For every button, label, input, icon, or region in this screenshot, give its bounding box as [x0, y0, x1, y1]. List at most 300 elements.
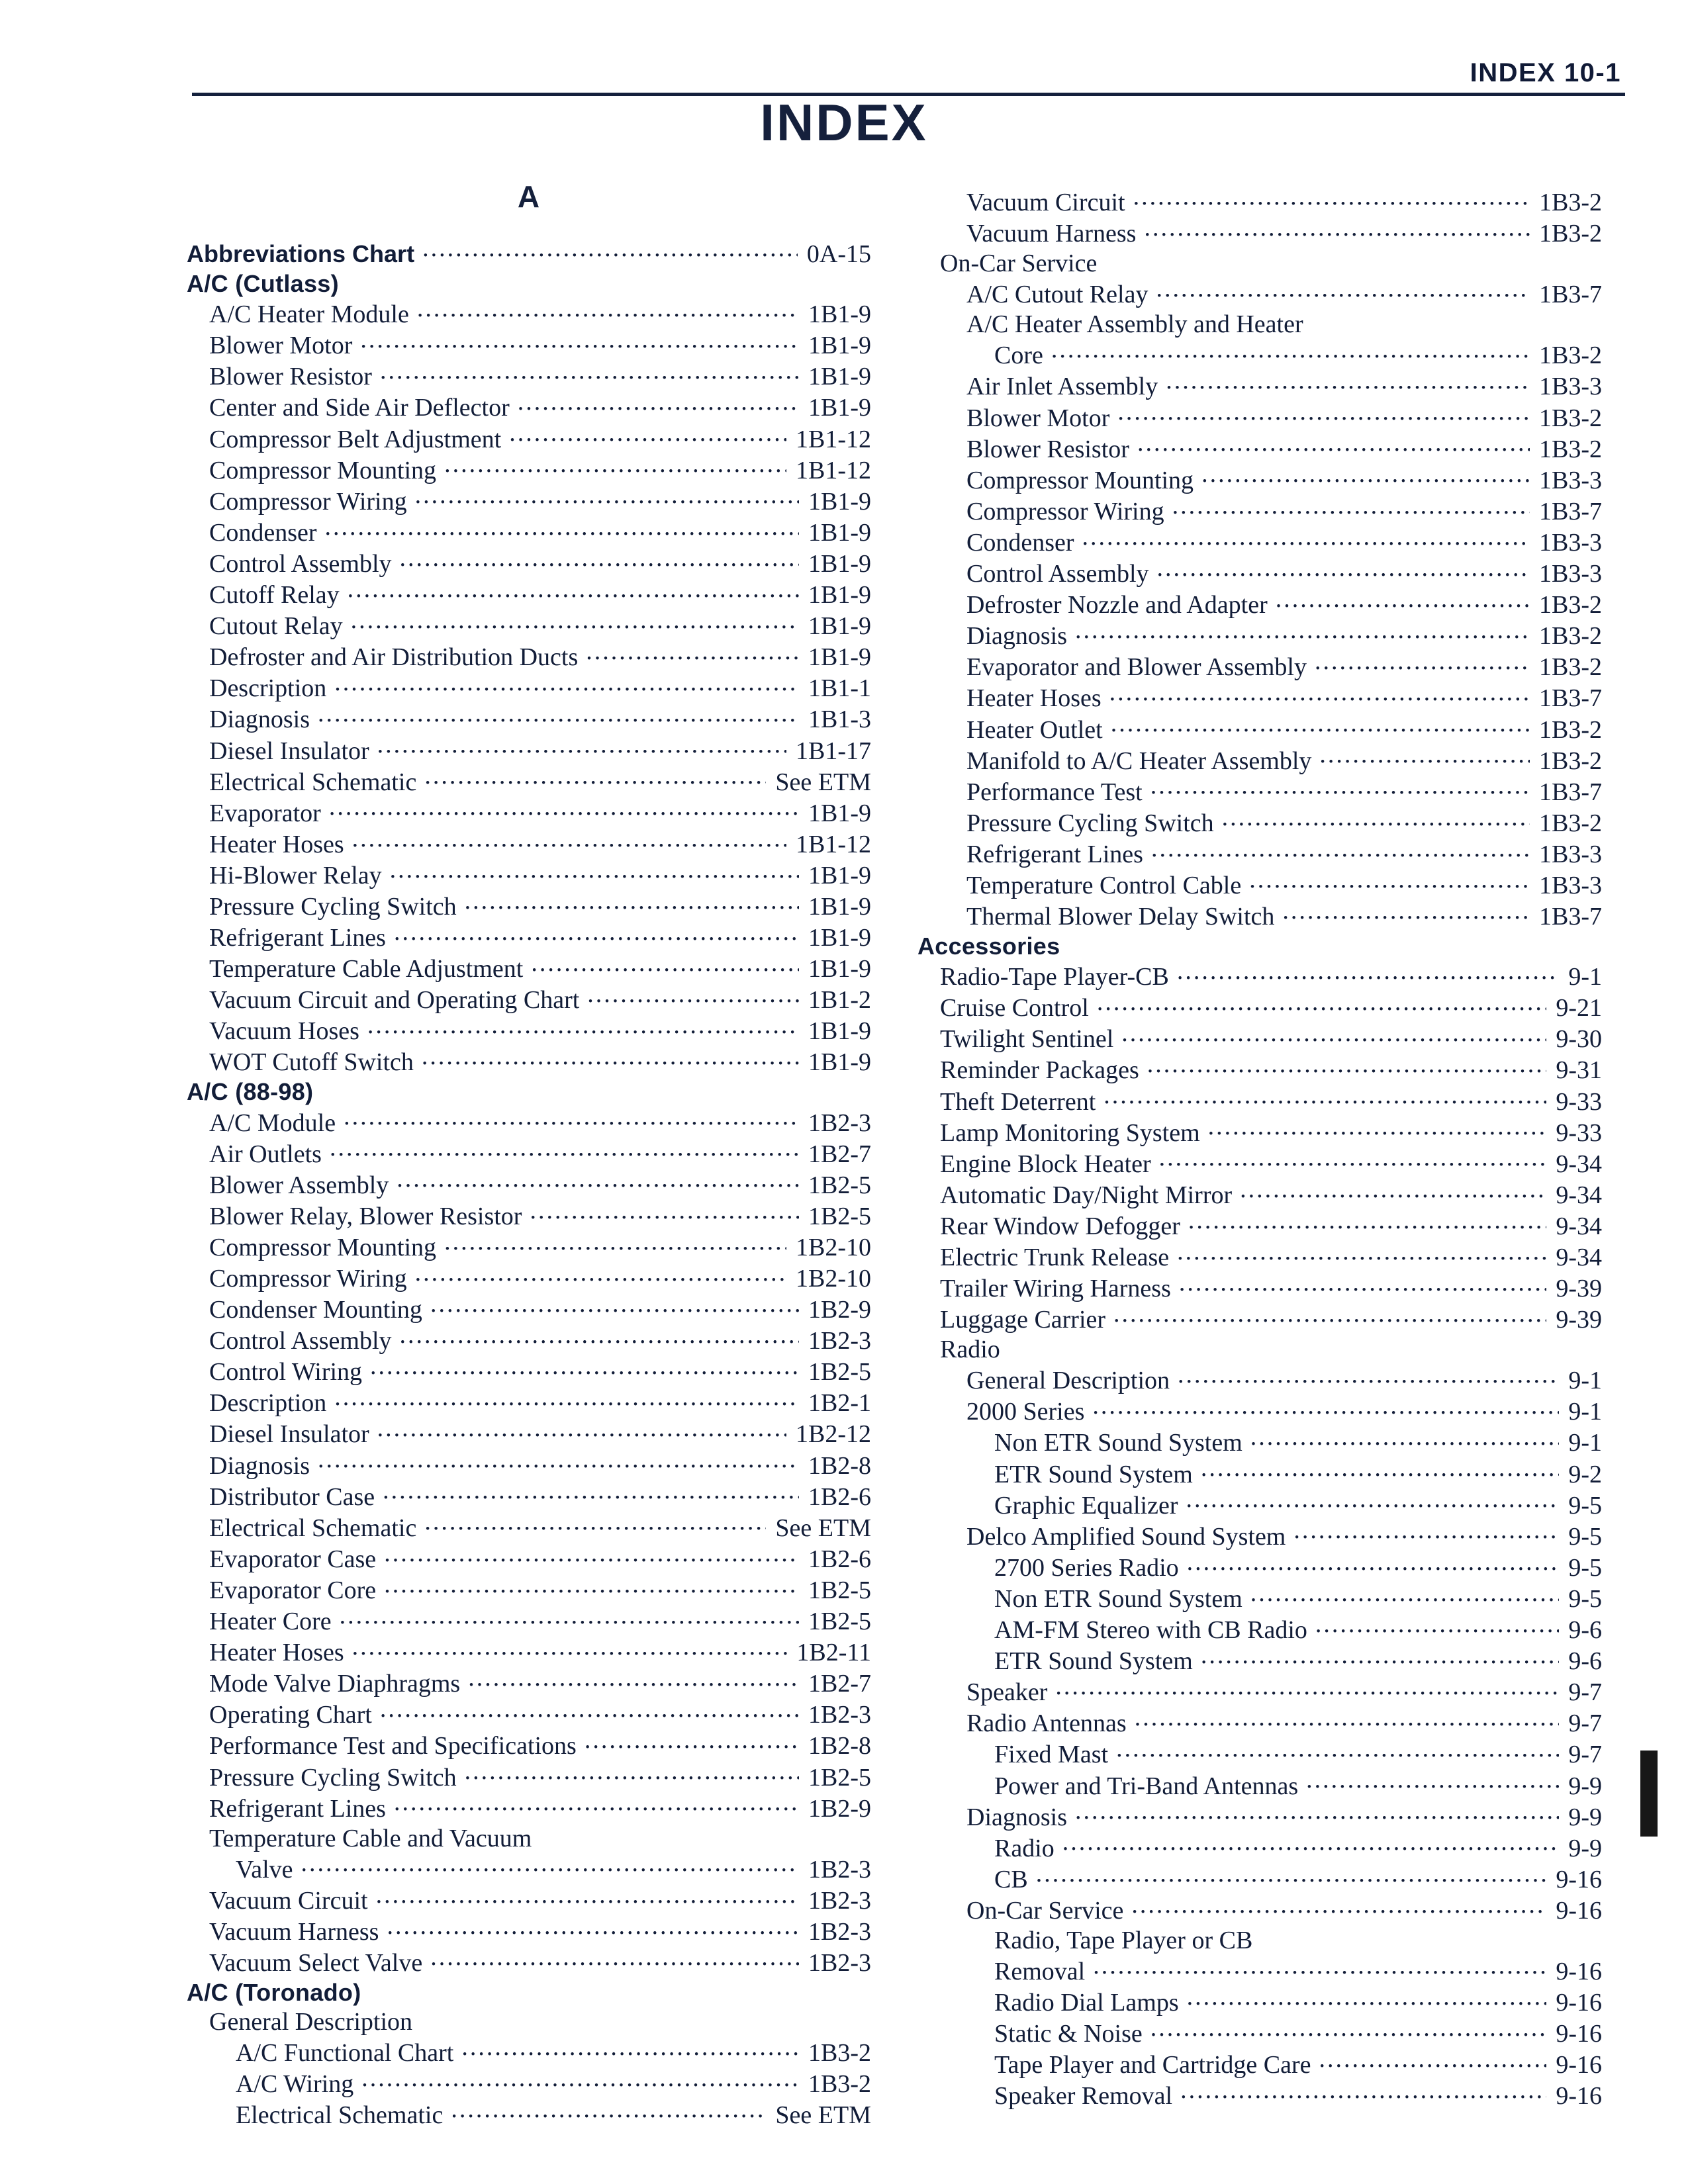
- dot-leader: [1156, 279, 1530, 302]
- index-entry[interactable]: [917, 1956, 1602, 1987]
- index-entry[interactable]: [187, 1947, 871, 1978]
- dot-leader: [586, 641, 799, 665]
- index-entry-title: On-Car Service: [966, 1896, 1124, 1925]
- index-entry-page: 1B1-9: [808, 549, 871, 578]
- dot-leader: [394, 922, 799, 946]
- index-entry[interactable]: [187, 1418, 871, 1449]
- dot-leader: [318, 1449, 799, 1473]
- index-entry[interactable]: [187, 2037, 871, 2068]
- dot-leader: [430, 1947, 799, 1971]
- index-entry-title: Diagnosis: [209, 705, 310, 734]
- index-entry[interactable]: [187, 922, 871, 953]
- dot-leader: [1187, 1987, 1547, 2011]
- index-entry-title: Core: [994, 341, 1043, 370]
- index-entry-page: 9-5: [1568, 1491, 1602, 1520]
- index-entry[interactable]: [917, 187, 1602, 218]
- dot-leader: [1315, 1614, 1559, 1638]
- index-entry-title: Operating Chart: [209, 1701, 372, 1729]
- index-entry-page: 9-1: [1568, 963, 1602, 991]
- index-entry[interactable]: [187, 1201, 871, 1232]
- index-entry-page: 1B3-2: [808, 2039, 871, 2068]
- index-entry-title: A/C Heater Assembly and Heater: [966, 310, 1303, 339]
- index-entry-page: 9-6: [1568, 1616, 1602, 1645]
- index-entry-title: Performance Test and Specifications: [209, 1732, 577, 1760]
- index-entry[interactable]: [187, 1263, 871, 1294]
- index-entry[interactable]: [187, 486, 871, 517]
- index-entry-title: Thermal Blower Delay Switch: [966, 903, 1275, 931]
- dot-leader: [518, 392, 799, 416]
- dot-leader: [1151, 839, 1530, 862]
- index-entry-page: 0A-15: [806, 240, 871, 269]
- index-entry-page: 9-16: [1556, 2051, 1602, 2079]
- dot-leader: [361, 2068, 799, 2092]
- index-entry-page: 1B3-3: [1539, 560, 1602, 588]
- index-entry-continued[interactable]: [917, 1335, 1602, 1365]
- index-entry[interactable]: [187, 1699, 871, 1730]
- index-entry-page: 1B2-5: [808, 1171, 871, 1199]
- index-entry-title: Diesel Insulator: [209, 737, 369, 765]
- index-entry-title: Condenser Mounting: [209, 1296, 422, 1324]
- index-entry[interactable]: [917, 1179, 1602, 1210]
- index-entry[interactable]: [917, 1645, 1602, 1676]
- index-entry-page: 1B2-3: [808, 1917, 871, 1946]
- index-entry[interactable]: [187, 1449, 871, 1480]
- index-entry-page: 1B3-2: [1539, 622, 1602, 651]
- index-entry[interactable]: [187, 392, 871, 423]
- index-entry-title: Heater Core: [209, 1608, 332, 1636]
- index-entry-title: Radio: [940, 1336, 1000, 1364]
- index-entry-title: Blower Motor: [209, 332, 353, 360]
- index-entry-page: 1B1-9: [808, 487, 871, 516]
- dot-leader: [394, 1793, 799, 1817]
- index-entry-title: Heater Hoses: [209, 830, 344, 858]
- index-entry[interactable]: [187, 1169, 871, 1201]
- index-entry[interactable]: [917, 218, 1602, 249]
- index-entry-page: 9-34: [1556, 1244, 1602, 1271]
- index-entry[interactable]: [187, 1761, 871, 1792]
- index-entry-page: 9-34: [1556, 1150, 1602, 1178]
- index-entry-page: 1B1-9: [808, 394, 871, 422]
- index-entry[interactable]: [187, 2099, 871, 2130]
- index-entry[interactable]: [917, 2049, 1602, 2080]
- index-entry-title: Evaporator Core: [209, 1576, 377, 1604]
- index-entry-title: Pressure Cycling Switch: [966, 809, 1214, 837]
- index-entry[interactable]: [187, 1481, 871, 1512]
- index-section-heading: A/C (88-98): [187, 1078, 314, 1106]
- index-entry-title: Evaporator: [209, 799, 321, 827]
- index-entry-page: 1B2-5: [808, 1608, 871, 1636]
- index-entry[interactable]: [917, 1210, 1602, 1242]
- index-entry[interactable]: [187, 1543, 871, 1574]
- index-entry-page: 9-16: [1556, 1989, 1602, 2017]
- index-entry[interactable]: [187, 2068, 871, 2099]
- index-entry-title: Trailer Wiring Harness: [940, 1275, 1171, 1303]
- index-entry[interactable]: [917, 589, 1602, 620]
- index-entry-page: 1B3-2: [1539, 809, 1602, 837]
- index-entry[interactable]: [187, 984, 871, 1015]
- index-entry-page: 1B1-9: [808, 518, 871, 547]
- index-entry-title: Mode Valve Diaphragms: [209, 1670, 461, 1698]
- index-entry[interactable]: [187, 579, 871, 610]
- index-entry-title: Cutout Relay: [209, 612, 343, 641]
- index-entry-page: 9-16: [1556, 1896, 1602, 1925]
- index-entry[interactable]: [187, 1512, 871, 1543]
- dot-leader: [1276, 589, 1530, 613]
- index-entry-title: On-Car Service: [940, 250, 1098, 278]
- index-entry[interactable]: [917, 745, 1602, 776]
- index-entry-page: 9-7: [1568, 1678, 1602, 1707]
- index-entry[interactable]: [917, 465, 1602, 496]
- dot-leader: [1250, 1427, 1560, 1451]
- index-entry-title: Compressor Mounting: [209, 1233, 437, 1261]
- dot-leader: [387, 1916, 799, 1940]
- index-entry-title: Lamp Monitoring System: [940, 1118, 1200, 1147]
- index-entry[interactable]: [917, 2018, 1602, 2049]
- index-section-heading: Accessories: [917, 933, 1060, 960]
- index-entry-title: Fixed Mast: [994, 1741, 1109, 1769]
- dot-leader: [415, 486, 799, 510]
- index-entry-page: 9-5: [1568, 1584, 1602, 1613]
- index-entry[interactable]: [187, 423, 871, 454]
- index-entry[interactable]: [917, 1770, 1602, 1801]
- index-entry[interactable]: [187, 455, 871, 486]
- dot-leader: [1177, 1242, 1546, 1265]
- index-entry[interactable]: [187, 1668, 871, 1699]
- index-entry-title: Distributor Case: [209, 1482, 375, 1511]
- index-entry-title: Pressure Cycling Switch: [209, 892, 457, 921]
- dot-leader: [1135, 1707, 1560, 1731]
- dot-leader: [384, 1543, 799, 1567]
- index-entry[interactable]: [917, 1614, 1602, 1645]
- index-entry[interactable]: [917, 1864, 1602, 1895]
- index-entry-page: 1B1-17: [796, 737, 871, 765]
- index-entry-title: Diagnosis: [966, 1803, 1067, 1831]
- index-entry-title: Air Outlets: [209, 1140, 322, 1168]
- index-entry[interactable]: [917, 1739, 1602, 1770]
- index-entry-title: Non ETR Sound System: [994, 1584, 1243, 1613]
- index-entry-title: Vacuum Harness: [966, 220, 1137, 248]
- index-entry-title: Electrical Schematic: [209, 1514, 417, 1542]
- index-entry[interactable]: [187, 672, 871, 704]
- index-entry-page: 1B2-3: [808, 1886, 871, 1915]
- index-entry[interactable]: [187, 1015, 871, 1046]
- index-entry[interactable]: [917, 1304, 1602, 1335]
- index-entry-title: Refrigerant Lines: [966, 840, 1143, 868]
- dot-leader: [585, 1730, 799, 1754]
- index-entry-title: Performance Test: [966, 778, 1143, 806]
- index-entry[interactable]: [917, 1054, 1602, 1085]
- right-column: [917, 179, 1602, 2130]
- index-entry-title: Description: [209, 1389, 327, 1418]
- index-entry[interactable]: [187, 298, 871, 330]
- index-entry[interactable]: [917, 713, 1602, 745]
- index-entry-title: Compressor Wiring: [966, 497, 1164, 525]
- index-entry[interactable]: [187, 829, 871, 860]
- index-entry[interactable]: [187, 1138, 871, 1169]
- index-entry[interactable]: [917, 1521, 1602, 1552]
- index-entry-title: Automatic Day/Night Mirror: [940, 1181, 1233, 1209]
- dot-leader: [380, 361, 799, 385]
- index-entry[interactable]: [917, 371, 1602, 402]
- index-entry[interactable]: [917, 1396, 1602, 1427]
- index-entry[interactable]: [917, 340, 1602, 371]
- dot-leader: [1250, 1583, 1560, 1607]
- dot-leader: [415, 1263, 786, 1287]
- index-entry[interactable]: [917, 1833, 1602, 1864]
- index-entry-title: Control Assembly: [209, 1327, 392, 1355]
- index-entry[interactable]: [187, 1107, 871, 1138]
- index-entry[interactable]: [187, 1854, 871, 1885]
- index-entry-title: Cruise Control: [940, 994, 1089, 1023]
- index-entry-page: 9-1: [1568, 1398, 1602, 1426]
- dot-leader: [1121, 1023, 1546, 1047]
- index-entry-page: 1B3-2: [1539, 715, 1602, 744]
- index-entry-page: 1B1-9: [808, 581, 871, 610]
- index-entry-title: Tape Player and Cartridge Care: [994, 2051, 1311, 2079]
- index-entry-page: 1B2-10: [796, 1265, 871, 1293]
- index-entry[interactable]: [917, 1987, 1602, 2018]
- index-entry-page: 1B1-12: [796, 830, 871, 858]
- index-entry-title: A/C Functional Chart: [236, 2039, 454, 2068]
- index-entry[interactable]: [917, 839, 1602, 870]
- dot-leader: [380, 1699, 799, 1723]
- index-entry[interactable]: [187, 1606, 871, 1637]
- index-section-heading: A/C (Cutlass): [187, 270, 339, 298]
- index-entry-page: 9-9: [1568, 1772, 1602, 1800]
- index-entry-page: 9-16: [1556, 1865, 1602, 1893]
- index-entry-title: CB: [994, 1865, 1028, 1893]
- dot-leader: [461, 2037, 799, 2061]
- index-entry-title: Radio-Tape Player-CB: [940, 963, 1169, 991]
- index-entry-page: 9-39: [1556, 1306, 1602, 1334]
- page-edge-tab-marker: [1640, 1751, 1658, 1837]
- index-entry[interactable]: [917, 1676, 1602, 1707]
- index-entry-title: Radio, Tape Player or CB: [994, 1926, 1253, 1954]
- running-head-label: INDEX 10-1: [1470, 58, 1621, 87]
- index-entry-title: Non ETR Sound System: [994, 1429, 1243, 1457]
- dot-leader: [430, 1294, 799, 1318]
- index-entry-page: 1B2-8: [808, 1732, 871, 1760]
- index-entry-title: Defroster Nozzle and Adapter: [966, 591, 1268, 619]
- index-entry-page: 1B2-5: [808, 1358, 871, 1387]
- index-entry[interactable]: [917, 1552, 1602, 1583]
- index-entry-page: 1B2-5: [808, 1202, 871, 1230]
- dot-leader: [422, 1046, 799, 1070]
- index-entry[interactable]: [917, 496, 1602, 527]
- dot-leader: [1201, 1458, 1560, 1482]
- index-entry-continued[interactable]: [187, 1824, 871, 1854]
- index-entry-title: Power and Tri-Band Antennas: [994, 1772, 1299, 1800]
- index-entry[interactable]: [187, 1387, 871, 1418]
- index-entry[interactable]: [917, 1490, 1602, 1521]
- dot-leader: [400, 548, 799, 572]
- index-entry-title: Control Wiring: [209, 1358, 363, 1387]
- dot-leader: [334, 1387, 799, 1411]
- index-entry-continued[interactable]: [917, 1926, 1602, 1956]
- index-entry[interactable]: [917, 1458, 1602, 1489]
- index-entry-page: 9-16: [1556, 2082, 1602, 2111]
- index-entry[interactable]: [917, 651, 1602, 682]
- index-entry[interactable]: [917, 402, 1602, 433]
- index-entry-page: 1B1-12: [796, 456, 871, 484]
- index-entry-title: Compressor Wiring: [209, 487, 407, 516]
- index-entry-page: 1B3-2: [1539, 220, 1602, 248]
- index-entry-title: ETR Sound System: [994, 1647, 1193, 1676]
- index-entry-title: Removal: [994, 1957, 1086, 1985]
- index-entry-page: 1B2-6: [808, 1545, 871, 1573]
- index-entry[interactable]: [917, 1242, 1602, 1273]
- dot-leader: [1179, 1273, 1546, 1297]
- dot-leader: [1111, 713, 1530, 737]
- right-column-entries: [917, 187, 1602, 2111]
- index-entry-page: 1B2-7: [808, 1140, 871, 1168]
- dot-leader: [330, 1138, 799, 1162]
- index-entry[interactable]: [187, 610, 871, 641]
- index-entry[interactable]: [187, 797, 871, 829]
- index-entry-page: 1B3-2: [1539, 653, 1602, 682]
- index-entry[interactable]: [187, 766, 871, 797]
- index-entry[interactable]: [187, 361, 871, 392]
- dot-leader: [1186, 1490, 1559, 1514]
- index-entry[interactable]: [917, 870, 1602, 901]
- dot-leader: [390, 860, 799, 884]
- dot-leader: [1159, 1148, 1547, 1172]
- index-entry[interactable]: [917, 1273, 1602, 1304]
- dot-leader: [352, 829, 786, 852]
- index-entry[interactable]: [917, 620, 1602, 651]
- index-entry[interactable]: [917, 776, 1602, 807]
- dot-leader: [383, 1481, 799, 1505]
- index-entry-title: ETR Sound System: [994, 1460, 1193, 1488]
- index-entry[interactable]: [187, 641, 871, 672]
- index-entry[interactable]: [917, 1427, 1602, 1458]
- index-entry[interactable]: [917, 1148, 1602, 1179]
- index-entry[interactable]: [187, 1232, 871, 1263]
- index-entry-title: Defroster and Air Distribution Ducts: [209, 643, 579, 672]
- index-entry-continued[interactable]: [917, 310, 1602, 340]
- index-entry-continued[interactable]: [917, 249, 1602, 279]
- dot-leader: [318, 704, 799, 727]
- index-entry[interactable]: [187, 1637, 871, 1668]
- dot-leader: [1222, 807, 1530, 831]
- dot-leader: [1150, 776, 1530, 800]
- index-entry-title: Electric Trunk Release: [940, 1244, 1170, 1271]
- index-entry-page: 1B3-3: [1539, 840, 1602, 868]
- index-entry[interactable]: [187, 1294, 871, 1325]
- index-entry-page: 1B2-5: [808, 1576, 871, 1604]
- index-entry[interactable]: [187, 1574, 871, 1606]
- index-entry-page: 1B1-3: [808, 705, 871, 734]
- index-entry-title: Temperature Cable and Vacuum: [209, 1824, 532, 1852]
- index-entry-page: 1B2-3: [808, 1701, 871, 1729]
- index-entry[interactable]: [187, 860, 871, 891]
- index-entry-page: 9-34: [1556, 1212, 1602, 1240]
- index-entry[interactable]: [187, 953, 871, 984]
- index-entry-title: Blower Resistor: [966, 435, 1129, 463]
- index-entry[interactable]: [917, 901, 1602, 932]
- dot-leader: [384, 1574, 799, 1598]
- index-entry-page: 9-2: [1568, 1460, 1602, 1488]
- index-entry[interactable]: [917, 433, 1602, 465]
- dot-leader: [1116, 1739, 1559, 1762]
- index-entry[interactable]: [187, 1356, 871, 1387]
- index-entry[interactable]: [187, 1793, 871, 1824]
- index-entry[interactable]: [917, 992, 1602, 1023]
- index-entry[interactable]: [917, 1117, 1602, 1148]
- dot-leader: [1150, 2018, 1547, 2042]
- index-entry[interactable]: [187, 1885, 871, 1916]
- index-entry-page: 1B3-7: [1539, 684, 1602, 713]
- index-entry-page: See ETM: [775, 1514, 871, 1542]
- index-entry[interactable]: [187, 517, 871, 548]
- index-entry[interactable]: [187, 891, 871, 922]
- index-entry[interactable]: [917, 961, 1602, 992]
- dot-leader: [1178, 1365, 1559, 1388]
- index-entry[interactable]: [187, 1730, 871, 1761]
- dot-leader: [1249, 870, 1530, 893]
- index-entry-title: Radio: [994, 1834, 1055, 1862]
- index-entry[interactable]: [187, 330, 871, 361]
- dot-leader: [325, 517, 799, 541]
- dot-leader: [367, 1015, 799, 1039]
- index-entry-page: 1B2-3: [808, 1948, 871, 1977]
- index-entry[interactable]: [187, 238, 871, 269]
- index-entry-continued[interactable]: [187, 2007, 871, 2037]
- index-entry-title: Twilight Sentinel: [940, 1025, 1114, 1054]
- index-entry-title: Vacuum Harness: [209, 1917, 379, 1946]
- index-entry[interactable]: [917, 558, 1602, 589]
- index-entry[interactable]: [917, 2080, 1602, 2111]
- index-entry[interactable]: [187, 1325, 871, 1356]
- index-entry[interactable]: [187, 548, 871, 579]
- index-entry-title: Pressure Cycling Switch: [209, 1763, 457, 1792]
- dot-leader: [1319, 2049, 1546, 2073]
- index-entry-page: 9-1: [1568, 1367, 1602, 1395]
- index-entry[interactable]: [917, 1023, 1602, 1054]
- index-entry[interactable]: [917, 1895, 1602, 1926]
- index-entry[interactable]: [917, 1365, 1602, 1396]
- index-entry[interactable]: [917, 1583, 1602, 1614]
- index-entry-page: 9-39: [1556, 1275, 1602, 1303]
- index-entry[interactable]: [917, 527, 1602, 558]
- index-entry-title: Abbreviations Chart: [187, 240, 415, 268]
- index-entry[interactable]: [917, 1707, 1602, 1739]
- left-column-entries: [187, 238, 871, 2130]
- dot-leader: [377, 1418, 786, 1442]
- dot-leader: [444, 455, 786, 478]
- index-entry-page: 9-21: [1556, 994, 1602, 1023]
- index-entry[interactable]: [917, 807, 1602, 839]
- index-entry-page: 1B1-2: [808, 986, 871, 1015]
- index-entry-title: Temperature Cable Adjustment: [209, 955, 524, 983]
- index-entry[interactable]: [917, 682, 1602, 713]
- index-section-heading: A/C (Toronado): [187, 1978, 361, 2006]
- dot-leader: [340, 1606, 799, 1629]
- index-entry[interactable]: [187, 735, 871, 766]
- index-entry-title: Condenser: [966, 528, 1074, 557]
- index-entry[interactable]: [917, 279, 1602, 310]
- dot-leader: [377, 735, 786, 758]
- index-entry[interactable]: [917, 1801, 1602, 1833]
- dot-leader: [531, 953, 799, 977]
- dot-leader: [1113, 1304, 1546, 1328]
- index-entry[interactable]: [187, 1916, 871, 1947]
- index-entry[interactable]: [917, 1085, 1602, 1116]
- index-entry-page: 1B1-9: [808, 332, 871, 360]
- index-entry[interactable]: [187, 704, 871, 735]
- index-entry[interactable]: [187, 1046, 871, 1077]
- index-entry-title: A/C Wiring: [236, 2070, 354, 2099]
